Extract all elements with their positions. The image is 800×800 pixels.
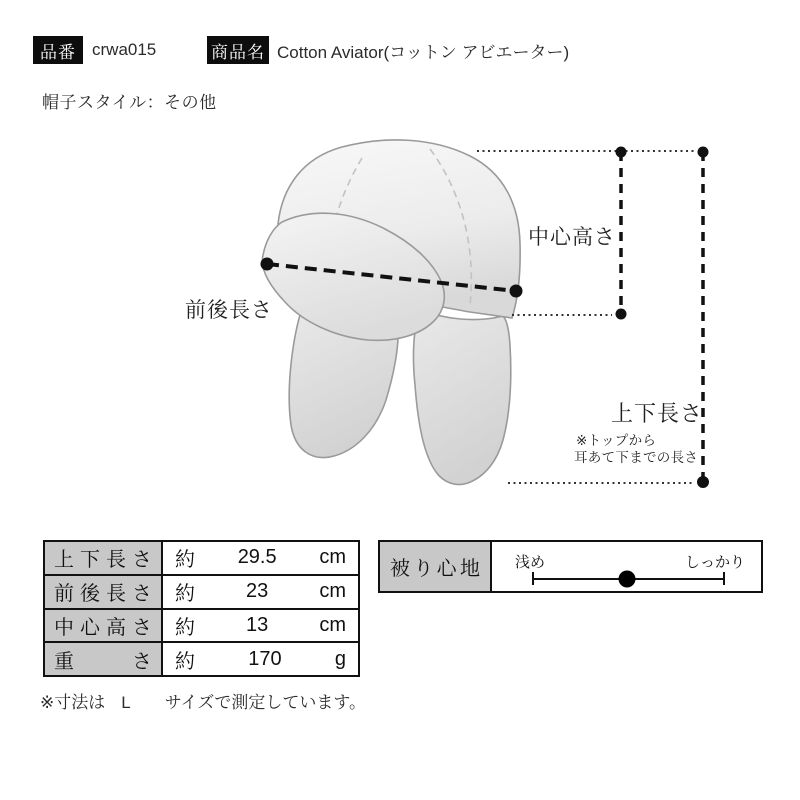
measure-note-line1: ※トップから bbox=[576, 433, 657, 448]
measure-label-front-back: 前後長さ bbox=[185, 299, 273, 322]
spec-row-value bbox=[163, 610, 358, 642]
fit-slider-right-tick bbox=[723, 572, 725, 585]
item-number-tag-label: 品番 bbox=[40, 42, 76, 62]
spec-row-label: 中 心 高 さ bbox=[45, 610, 163, 642]
footnote-size: L bbox=[121, 693, 131, 712]
measure-center-height-line bbox=[616, 147, 627, 320]
spec-row-label: 上 下 長 さ bbox=[45, 542, 163, 574]
footnote bbox=[40, 688, 366, 713]
value-number: 170 bbox=[248, 647, 282, 670]
fit-scale-right-label: しっかり bbox=[684, 554, 745, 571]
hat-right-ear-flap bbox=[413, 310, 510, 485]
measure-label-top-bottom: 上下長さ bbox=[611, 401, 704, 426]
footnote-prefix: ※寸法は bbox=[40, 693, 106, 712]
product-name-tag-label: 商品名 bbox=[211, 42, 265, 62]
approx-prefix: 約 bbox=[175, 650, 195, 673]
value-unit: cm bbox=[319, 613, 346, 636]
fit-slider-dot bbox=[618, 571, 635, 588]
value-number: 29.5 bbox=[237, 546, 277, 569]
approx-prefix: 約 bbox=[175, 616, 195, 639]
value-number: 23 bbox=[246, 580, 269, 603]
approx-prefix: 約 bbox=[175, 549, 195, 572]
measure-top-bottom-line bbox=[697, 147, 709, 489]
spec-row-label: 前 後 長 さ bbox=[45, 576, 163, 608]
spec-table bbox=[43, 540, 360, 677]
fit-scale-left-label: 浅め bbox=[515, 554, 546, 571]
fit-box bbox=[378, 540, 763, 593]
fit-label: 被 り 心 地 bbox=[380, 542, 492, 591]
hat-style-text: 帽子スタイル：その他 bbox=[42, 93, 217, 112]
fit-scale bbox=[492, 542, 761, 591]
fit-slider bbox=[532, 572, 725, 586]
approx-prefix: 約 bbox=[175, 583, 195, 606]
footnote-suffix: サイズで測定しています。 bbox=[164, 693, 366, 712]
table-row bbox=[45, 610, 358, 644]
spec-row-value bbox=[163, 643, 358, 675]
product-name-value: Cotton Aviator(コットン アビエーター) bbox=[277, 42, 570, 62]
value-unit: cm bbox=[319, 546, 346, 569]
table-row bbox=[45, 542, 358, 576]
value-unit: g bbox=[334, 647, 346, 670]
fit-slider-left-tick bbox=[532, 572, 534, 585]
measure-label-center-height: 中心高さ bbox=[528, 226, 616, 249]
table-row bbox=[45, 576, 358, 610]
item-number-value: crwa015 bbox=[92, 40, 157, 59]
measure-note-line2: 耳あて下までの長さ bbox=[574, 450, 699, 465]
table-row bbox=[45, 643, 358, 675]
spec-row-label: 重 さ bbox=[45, 643, 163, 675]
value-unit: cm bbox=[319, 580, 346, 603]
spec-row-value bbox=[163, 576, 358, 608]
spec-row-value bbox=[163, 542, 358, 574]
value-number: 13 bbox=[246, 613, 269, 636]
